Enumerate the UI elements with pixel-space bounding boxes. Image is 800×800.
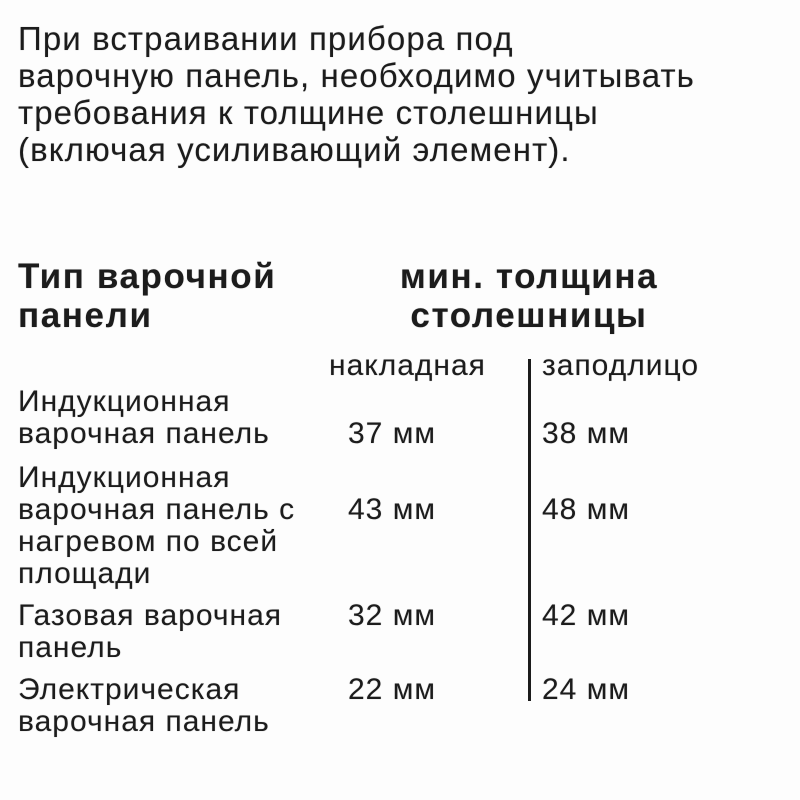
column-header-min-thickness	[339, 257, 719, 335]
value-flush-gas: 42 мм	[542, 599, 630, 632]
table-row-type-electric	[18, 674, 270, 738]
cell-line: варочная панель с	[18, 493, 296, 526]
cell-line: Индукционная	[18, 385, 231, 418]
value-flush-fullsurface-induction: 48 мм	[542, 493, 630, 526]
cell-line: Индукционная	[18, 461, 231, 494]
column-header-line: Тип варочной	[18, 257, 277, 296]
cell-line: нагревом по всей	[18, 525, 279, 558]
cell-line: Электрическая	[18, 673, 241, 706]
column-header-line: столешницы	[410, 296, 648, 335]
intro-paragraph	[18, 20, 695, 168]
column-header-line: мин. толщина	[399, 257, 659, 296]
subcolumn-header-overlay: накладная	[329, 349, 486, 382]
value-overlay-gas: 32 мм	[348, 599, 436, 632]
cell-line: варочная панель	[18, 705, 270, 738]
cell-line: панель	[18, 631, 123, 664]
value-flush-induction: 38 мм	[542, 417, 630, 450]
table-row-type-induction	[18, 386, 270, 450]
value-overlay-fullsurface-induction: 43 мм	[348, 493, 436, 526]
intro-line: При встраивании прибора под	[18, 20, 514, 57]
subcolumn-header-flush: заподлицо	[542, 349, 700, 382]
cell-line: Газовая варочная	[18, 599, 282, 632]
value-overlay-electric: 22 мм	[348, 673, 436, 706]
intro-line: варочную панель, необходимо учитывать	[18, 57, 695, 94]
cell-line: варочная панель	[18, 417, 270, 450]
intro-line: (включая усиливающий элемент).	[18, 131, 571, 168]
column-header-line: панели	[18, 296, 153, 335]
cell-line: площади	[18, 557, 152, 590]
value-flush-electric: 24 мм	[542, 673, 630, 706]
intro-line: требования к толщине столешницы	[18, 94, 599, 131]
column-divider-line	[528, 359, 531, 701]
value-overlay-induction: 37 мм	[348, 417, 436, 450]
table-row-type-fullsurface-induction	[18, 462, 295, 590]
table-row-type-gas	[18, 600, 282, 664]
column-header-hob-type	[18, 257, 276, 335]
